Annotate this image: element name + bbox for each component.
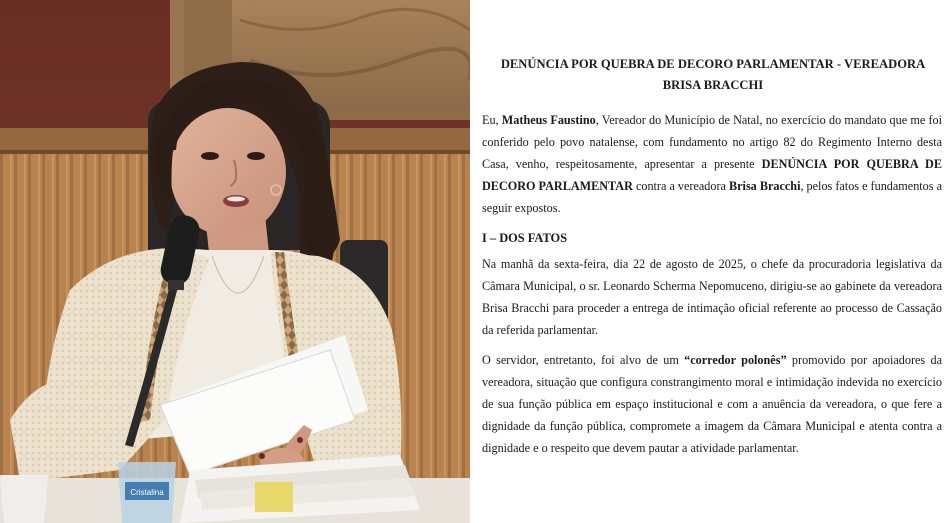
document-title: DENÚNCIA POR QUEBRA DE DECORO PARLAMENTAR - VEREADORA BRISA BRACCHI bbox=[500, 57, 926, 92]
complaint-document bbox=[470, 0, 944, 523]
speaker-photo bbox=[0, 0, 470, 523]
facts2-text-2: promovido por apoiadores da vereadora, situação que configura constrangimento moral e intimidação indevida no exercício de sua função pública em espaço institucional e com a anuência da vereadora, o que fere a dignidade da função pública, compromete a imagem da Câmara Municipal e atenta contra a dignidade e o respeito que devem pautar a atividade parlamentar. bbox=[482, 353, 943, 455]
intro-text-2: , Vereador do Município de Natal, no exercício do mandato que me foi conferido pelo povo natalense, com fundamento no artigo 82 do Regimento Interno desta Casa, venho, respeitosamente, apresentar a presente bbox=[482, 113, 942, 171]
accused-name: Brisa Bracchi bbox=[729, 179, 801, 193]
author-name: Matheus Faustino bbox=[501, 113, 596, 127]
intro-paragraph bbox=[482, 109, 942, 219]
facts-paragraph-2 bbox=[482, 349, 942, 459]
intro-text-1: Eu, bbox=[482, 113, 502, 127]
glass-brand-label: Cristalina bbox=[130, 488, 164, 497]
complaint-type: DENÚNCIA POR QUEBRA DE DECORO PARLAMENTAR bbox=[482, 157, 942, 193]
facts2-emphasis: “corredor polonês” bbox=[684, 353, 787, 367]
section-heading-facts: I – DOS FATOS bbox=[482, 231, 568, 245]
intro-text-4: , pelos fatos e fundamentos a seguir expostos. bbox=[482, 179, 942, 215]
intro-text-3: contra a vereadora bbox=[632, 179, 730, 193]
facts-paragraph-1: Na manhã da sexta-feira, dia 22 de agosto de 2025, o chefe da procuradoria legislativa da Câmara Municipal, o sr. Leonardo Scherma Nepomuceno, dirigiu-se ao gabinete da vereadora Brisa Bracchi para proceder a entrega de intimação oficial referente ao processo de Cassação da referida parlamentar. bbox=[482, 257, 942, 337]
facts2-text-1: O servidor, entretanto, foi alvo de um bbox=[482, 353, 685, 367]
